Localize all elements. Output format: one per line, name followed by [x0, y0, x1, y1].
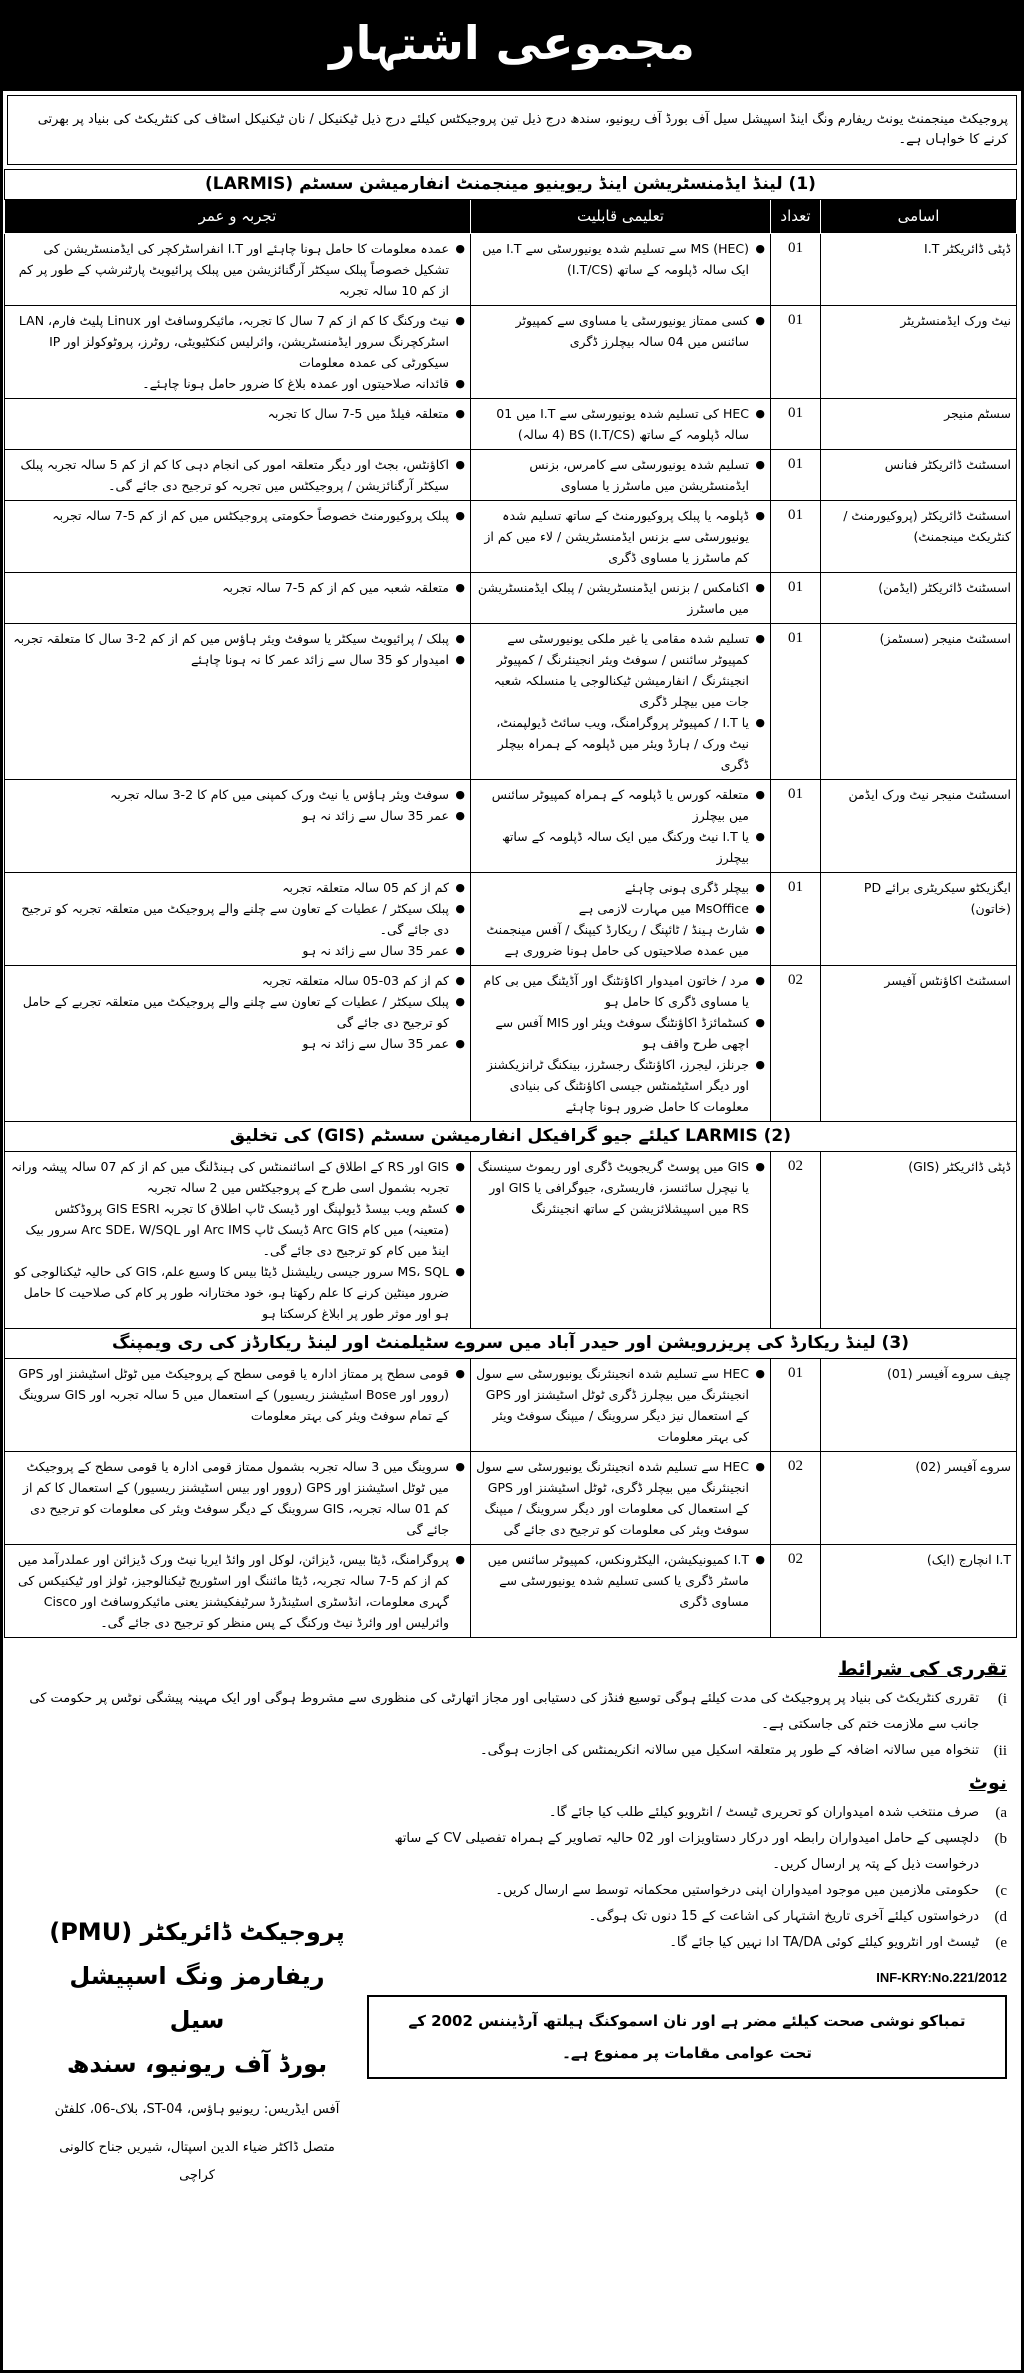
- item-text: حکومتی ملازمین میں موجود امیدواران اپنی درخواستیں محکمانہ توسط سے ارسال کریں۔: [495, 1883, 979, 1898]
- notes-item: [367, 1800, 1007, 1826]
- bullet-list: [476, 1363, 765, 1447]
- conditions-item: [17, 1686, 1007, 1738]
- column-header-count: تعداد: [771, 200, 821, 234]
- bullet-item: ● GIS اور RS کے اطلاق کے اسائنمنٹس کی ہینڈلنگ میں کم از کم 07 سالہ پیشہ ورانہ تجربہ بشمول اسی طرح کے پروجیکٹس میں 2 سالہ تجربہ: [10, 1156, 465, 1198]
- table-row: [4, 780, 1016, 873]
- experience-cell: [4, 234, 470, 306]
- bullet-item: ● سروینگ میں 3 سالہ تجربہ بشمول ممتاز قومی ادارہ یا قومی سطح کے پروجیکٹ میں ٹوٹل اسٹیشنز اور GPS (روور اور بیس اسٹیشنز ریسیور) کے استعمال کا کم از کم 01 سالہ تجربہ، GIS سروینگ کے دیگر سوفٹ ویئر کی معلومات کو ترجیح دی جائے گی: [10, 1456, 465, 1540]
- table-row: [4, 450, 1016, 501]
- bullet-list: [10, 310, 465, 394]
- bullet-list: [10, 877, 465, 961]
- position-name: نیٹ ورک ایڈمنسٹریٹر: [821, 306, 1017, 399]
- item-text: دلچسپی کے حامل امیدواران رابطہ اور درکار دستاویزات اور 02 حالیہ تصاویر کے ہمراہ تفصیلی CV کے ساتھ درخواست ذیل کے پتہ پر ارسال کریں۔: [394, 1831, 979, 1872]
- section-header: [4, 170, 1016, 200]
- position-count: 02: [771, 1452, 821, 1545]
- bullet-item: ● متعلقہ کورس یا ڈپلومہ کے ہمراہ کمپیوٹر سائنس میں بیچلرز: [476, 784, 765, 826]
- table-row: [4, 234, 1016, 306]
- bullet-list: [476, 505, 765, 568]
- bullet-item: ● ڈپلومہ یا پبلک پروکیورمنٹ کے ساتھ تسلیم شدہ یونیورسٹی سے بزنس ایڈمنسٹریشن / لاء میں کم از کم ماسٹرز یا مساوی ڈگری: [476, 505, 765, 568]
- bullet-list: [476, 877, 765, 961]
- bullet-list: [10, 1549, 465, 1633]
- bullet-item: ● کسی ممتاز یونیورسٹی یا مساوی سے کمپیوٹر سائنس میں 04 سالہ بیچلرز ڈگری: [476, 310, 765, 352]
- section-title: (1) لینڈ ایڈمنسٹریشن اینڈ ریوینیو مینجمنٹ انفارمیشن سسٹم (LARMIS): [4, 170, 1016, 200]
- item-text: ٹیسٹ اور انٹرویو کیلئے کوئی TA/DA ادا نہیں کیا جائے گا۔: [669, 1935, 979, 1950]
- bullet-item: ● جرنلز، لیجرز، اکاؤنٹنگ رجسٹرز، بینکنگ ٹرانزیکشنز اور دیگر اسٹیٹمنٹس جیسی اکاؤنٹنگ کی بنیادی معلومات کا حامل ضرور ہونا چاہئے: [476, 1054, 765, 1117]
- bullet-item: ● HEC سے تسلیم شدہ انجینئرنگ یونیورسٹی سے سول انجینئرنگ میں بیچلر ڈگری، ٹوٹل اسٹیشنز اور GPS کے استعمال کی معلومات اور دیگر سروینگ / میپنگ سوفٹ ویئر کی معلومات کو ترجیح دی جائے گی: [476, 1456, 765, 1540]
- position-name: چیف سروے آفیسر (01): [821, 1359, 1017, 1452]
- position-name: ڈپٹی ڈائریکٹر I.T: [821, 234, 1017, 306]
- bullet-item: ● یا I.T نیٹ ورکنگ میں ایک سالہ ڈپلومہ کے ساتھ بیچلرز: [476, 826, 765, 868]
- bullet-item: ● سوفٹ ویئر ہاؤس یا نیٹ ورک کمپنی میں کام کا 2-3 سالہ تجربہ: [10, 784, 465, 805]
- position-name: اسسٹنٹ منیجر نیٹ ورک ایڈمن: [821, 780, 1017, 873]
- bullet-list: [476, 1549, 765, 1612]
- terms-section: [3, 1638, 1021, 2204]
- column-header-experience: تجربہ و عمر: [4, 200, 470, 234]
- intro-text: پروجیکٹ مینجمنٹ یونٹ ریفارم ونگ اینڈ اسپیشل سیل آف بورڈ آف ریونیو، سندھ درج ذیل تین پروجیکٹس کیلئے درج ذیل ٹیکنیکل / نان ٹیکنیکل اسٹاف کی کنٹریکٹ کی بنیاد پر بھرتی کرنے کا خواہاں ہے۔: [7, 95, 1017, 165]
- experience-cell: [4, 573, 470, 624]
- smoking-warning-box: [367, 1995, 1007, 2079]
- experience-cell: [4, 1152, 470, 1329]
- section-header: [4, 1329, 1016, 1359]
- position-count: 01: [771, 1359, 821, 1452]
- qualification-cell: [471, 573, 771, 624]
- table-row: [4, 873, 1016, 966]
- bullet-list: [476, 784, 765, 868]
- position-name: I.T انچارج (ایک): [821, 1545, 1017, 1638]
- positions-table: [4, 169, 1017, 1638]
- bullet-item: ● نیٹ ورکنگ کا کم از کم 7 سال کا تجربہ، مائیکروسافٹ اور Linux پلیٹ فارم، LAN اسٹرکچرنگ سرور ایڈمنسٹریشن، وائرلیس کنکٹیویٹی، روٹرز، پروٹوکولز اور IP سیکورٹی کی عمدہ معلومات: [10, 310, 465, 373]
- item-text: صرف منتخب شدہ امیدواران کو تحریری ٹیسٹ / انٹرویو کیلئے طلب کیا جائے گا۔: [548, 1805, 979, 1820]
- table-row: [4, 1152, 1016, 1329]
- qualification-cell: [471, 873, 771, 966]
- bullet-list: [10, 505, 465, 526]
- qualification-cell: [471, 966, 771, 1122]
- position-count: 02: [771, 1545, 821, 1638]
- bullet-item: ● عمر 35 سال سے زائد نہ ہو: [10, 1033, 465, 1054]
- table-row: [4, 501, 1016, 573]
- warning-line: تمباکو نوشی صحت کیلئے مضر ہے اور نان اسموکنگ ہیلتھ آرڈیننس 2002 کے: [408, 2012, 966, 2030]
- qualification-cell: [471, 1152, 771, 1329]
- bullet-item: ● قائدانہ صلاحیتوں اور عمدہ بلاغ کا ضرور حامل ہونا چاہئے۔: [10, 373, 465, 394]
- notes-item: [367, 1878, 1007, 1904]
- position-count: 01: [771, 306, 821, 399]
- experience-cell: [4, 780, 470, 873]
- ad-title: مجموعی اشتہار: [3, 3, 1021, 91]
- bullet-list: [476, 403, 765, 445]
- bullet-item: ● کم از کم 03-05 سالہ متعلقہ تجربہ: [10, 970, 465, 991]
- table-row: [4, 624, 1016, 780]
- experience-cell: [4, 624, 470, 780]
- bullet-item: ● MS (HEC) سے تسلیم شدہ یونیورسٹی سے I.T میں ایک سالہ ڈپلومہ کے ساتھ (I.T/CS): [476, 238, 765, 280]
- bullet-list: [10, 403, 465, 424]
- position-name: اسسٹنٹ اکاؤنٹس آفیسر: [821, 966, 1017, 1122]
- position-name: اسسٹنٹ ڈائریکٹر (ایڈمن): [821, 573, 1017, 624]
- qualification-cell: [471, 450, 771, 501]
- notes-item: [367, 1826, 1007, 1878]
- experience-cell: [4, 450, 470, 501]
- qualification-cell: [471, 1452, 771, 1545]
- bullet-item: ● عمدہ معلومات کا حامل ہونا چاہئے اور I.T انفراسٹرکچر کی ایڈمنسٹریشن کی تشکیل خصوصاً پبلک سیکٹر آرگنائزیشن میں پبلک پرائیویٹ پارٹنرشپ کے طور پر کم از کم 10 سالہ تجربہ: [10, 238, 465, 301]
- position-name: اسسٹنٹ ڈائریکٹر فنانس: [821, 450, 1017, 501]
- terms-title: تقرری کی شرائط: [838, 1658, 1007, 1680]
- bullet-list: [476, 577, 765, 619]
- notes-title: نوٹ: [968, 1772, 1007, 1794]
- experience-cell: [4, 399, 470, 450]
- experience-cell: [4, 501, 470, 573]
- bullet-item: ● یا I.T / کمپیوٹر پروگرامنگ، ویب سائٹ ڈیولپمنٹ، نیٹ ورک / ہارڈ ویئر میں ڈپلومہ کے ہمراہ بیچلر ڈگری: [476, 712, 765, 775]
- experience-cell: [4, 306, 470, 399]
- bullet-item: ● I.T کمیونیکیشن، الیکٹرونکس، کمپیوٹر سائنس میں ماسٹر ڈگری یا کسی تسلیم شدہ یونیورسٹی سے مساوی ڈگری: [476, 1549, 765, 1612]
- office-address: متصل ڈاکٹر ضیاء الدین اسپتال، شیریں جناح کالونی کراچی: [59, 2140, 335, 2183]
- table-row: [4, 306, 1016, 399]
- bullet-item: ● متعلقہ شعبہ میں کم از کم 5-7 سالہ تجربہ: [10, 577, 465, 598]
- item-key: d): [994, 1909, 1007, 1925]
- notes-item: [367, 1930, 1007, 1956]
- bullet-item: ● مرد / خاتون امیدوار اکاؤنٹنگ اور آڈیٹنگ میں بی کام یا مساوی ڈگری کا حامل ہو: [476, 970, 765, 1012]
- table-row: [4, 1452, 1016, 1545]
- position-name: سسٹم منیجر: [821, 399, 1017, 450]
- bullet-item: ● شارٹ ہینڈ / ٹائپنگ / ریکارڈ کیپنگ / آفس مینجمنٹ میں عمدہ صلاحیتوں کی حامل ہونا ضروری ہے: [476, 919, 765, 961]
- bullet-item: ● متعلقہ فیلڈ میں 5-7 سال کا تجربہ: [10, 403, 465, 424]
- bullet-item: ● اکنامکس / بزنس ایڈمنسٹریشن / پبلک ایڈمنسٹریشن میں ماسٹرز: [476, 577, 765, 619]
- warning-line: تحت عوامی مقامات پر ممنوع ہے۔: [562, 2044, 812, 2062]
- position-count: 01: [771, 501, 821, 573]
- table-row: [4, 966, 1016, 1122]
- signature-line: پروجیکٹ ڈائریکٹر (PMU): [49, 1918, 345, 1946]
- bullet-list: [10, 1456, 465, 1540]
- bullet-item: ● MsOffice میں مہارت لازمی ہے: [476, 898, 765, 919]
- bullet-list: [476, 454, 765, 496]
- experience-cell: [4, 1359, 470, 1452]
- position-name: اسسٹنٹ منیجر (سسٹمز): [821, 624, 1017, 780]
- signature-line: بورڈ آف ریونیو، سندھ: [66, 2050, 328, 2078]
- position-count: 01: [771, 573, 821, 624]
- bullet-item: ● کسٹمائزڈ اکاؤنٹنگ سوفٹ ویئر اور MIS آفس سے اچھی طرح واقف ہو: [476, 1012, 765, 1054]
- experience-cell: [4, 873, 470, 966]
- bullet-item: ● پروگرامنگ، ڈیٹا بیس، ڈیزائن، لوکل اور وائڈ ایریا نیٹ ورک ڈیزائن اور عملدرآمد میں کم از کم 5-7 سالہ تجربہ، ڈیٹا مائننگ اور اسٹوریج ٹیکنالوجیز، ٹولز اور ٹیکنیکس کی گہری معلومات، انڈسٹری اسٹینڈرڈ سرٹیفکیشنز یعنی مائیکروسافٹ اور Cisco وائرلیس اور وائرڈ نیٹ ورکنگ کے پس منظر کو ترجیح دی جائے گی۔: [10, 1549, 465, 1633]
- qualification-cell: [471, 780, 771, 873]
- item-text: تنخواہ میں سالانہ اضافہ کے طور پر متعلقہ اسکیل میں سالانہ انکریمنٹس کی اجازت ہوگی۔: [479, 1743, 979, 1758]
- notes-column: [367, 1800, 1007, 2079]
- bullet-item: ● امیدوار کو 35 سال سے زائد عمر کا نہ ہونا چاہئے: [10, 649, 465, 670]
- bullet-list: [10, 970, 465, 1054]
- qualification-cell: [471, 1359, 771, 1452]
- experience-cell: [4, 1545, 470, 1638]
- bullet-list: [476, 628, 765, 775]
- column-header-name: اسامی: [821, 200, 1017, 234]
- table-row: [4, 399, 1016, 450]
- bullet-list: [476, 1156, 765, 1219]
- position-name: ڈپٹی ڈائریکٹر (GIS): [821, 1152, 1017, 1329]
- bullet-item: ● بیچلر ڈگری ہونی چاہئے: [476, 877, 765, 898]
- bullet-list: [10, 454, 465, 496]
- position-count: 01: [771, 780, 821, 873]
- experience-cell: [4, 1452, 470, 1545]
- bullet-list: [476, 970, 765, 1117]
- position-count: 01: [771, 873, 821, 966]
- position-count: 01: [771, 450, 821, 501]
- table-row: [4, 573, 1016, 624]
- bullet-item: ● عمر 35 سال سے زائد نہ ہو: [10, 940, 465, 961]
- reference-number: INF-KRY:No.221/2012: [876, 1970, 1007, 1985]
- item-key: e): [995, 1935, 1007, 1951]
- qualification-cell: [471, 501, 771, 573]
- section-title: (2) LARMIS کیلئے جیو گرافیکل انفارمیشن سسٹم (GIS) کی تخلیق: [4, 1122, 1016, 1152]
- item-key: i): [997, 1691, 1007, 1707]
- item-key: a): [995, 1805, 1007, 1821]
- position-count: 01: [771, 624, 821, 780]
- bullet-item: ● تسلیم شدہ مقامی یا غیر ملکی یونیورسٹی سے کمپیوٹر سائنس / سوفٹ ویئر انجینئرنگ / کمپیوٹر انجینئرنگ / انفارمیشن ٹیکنالوجی یا منسلکہ شعبہ جات میں بیچلر ڈگری: [476, 628, 765, 712]
- bullet-item: ● کسٹم ویب بیسڈ ڈیولپنگ اور ڈیسک ٹاپ اطلاق کا تجربہ GIS ESRI پروڈکٹس (متعینہ) میں کام Arc GIS ڈیسک ٹاپ Arc IMS اور Arc SDE، W/SQL سرور بیک اینڈ میں کام کو ترجیح دی جائے گی۔: [10, 1198, 465, 1261]
- bullet-item: ● پبلک سیکٹر / عطیات کے تعاون سے چلنے والے پروجیکٹ میں متعلقہ تجربہ کو ترجیح دی جائے گی۔: [10, 898, 465, 940]
- table-row: [4, 1545, 1016, 1638]
- bullet-list: [10, 1156, 465, 1324]
- signature-block: [47, 1910, 347, 2190]
- table-row: [4, 1359, 1016, 1452]
- bullet-item: ● HEC سے تسلیم شدہ انجینئرنگ یونیورسٹی سے سول انجینئرنگ میں بیچلرز ڈگری ٹوٹل اسٹیشنز اور GPS کے استعمال نیز دیگر سروینگ / میپنگ سوفٹ ویئر کی بہتر معلومات: [476, 1363, 765, 1447]
- table-header-row: [4, 200, 1016, 234]
- column-header-qualification: تعلیمی قابلیت: [471, 200, 771, 234]
- item-text: تقرری کنٹریکٹ کی بنیاد پر پروجیکٹ کی مدت کیلئے ہوگی توسیع فنڈز کی دستیابی اور مجاز اتھارٹی کی منظوری سے مشروط ہوگی اور ایک مہینہ پیشگی نوٹس پر حکومت کی جانب سے ملازمت ختم کی جاسکتی ہے۔: [29, 1691, 979, 1732]
- position-name: ایگزیکٹو سیکریٹری برائے PD (خاتون): [821, 873, 1017, 966]
- bullet-item: ● MS، SQL سرور جیسی ریلیشنل ڈیٹا بیس کا وسیع علم، GIS کی حالیہ ٹیکنالوجی کو ضرور مینٹین کرنے کا علم رکھتا ہو، خود مختارانہ طور پر کام کی صلاحیت کا حامل ہو اور موثر طور پر ابلاغ کرسکتا ہو: [10, 1261, 465, 1324]
- qualification-cell: [471, 234, 771, 306]
- signature-line: ریفارمز ونگ اسپیشل سیل: [69, 1962, 325, 2034]
- item-text: درخواستوں کیلئے آخری تاریخ اشتہار کی اشاعت کے 15 دنوں تک ہوگی۔: [588, 1909, 979, 1924]
- bullet-item: ● تسلیم شدہ یونیورسٹی سے کامرس، بزنس ایڈمنسٹریشن میں ماسٹرز یا مساوی: [476, 454, 765, 496]
- bullet-item: ● عمر 35 سال سے زائد نہ ہو: [10, 805, 465, 826]
- bullet-list: [10, 238, 465, 301]
- section-title: (3) لینڈ ریکارڈ کی پریزرویشن اور حیدر آباد میں سروے سٹیلمنٹ اور لینڈ ریکارڈز کی ری ویمپنگ: [4, 1329, 1016, 1359]
- bullet-list: [476, 238, 765, 280]
- position-count: 01: [771, 399, 821, 450]
- position-count: 02: [771, 1152, 821, 1329]
- qualification-cell: [471, 306, 771, 399]
- bullet-item: ● کم از کم 05 سالہ متعلقہ تجربہ: [10, 877, 465, 898]
- bullet-item: ● GIS میں پوسٹ گریجویٹ ڈگری اور ریموٹ سینسنگ یا نیچرل سائنسز، فاریسٹری، جیوگرافی یا GIS اور RS میں اسپیشلائزیشن کے ساتھ انجینئرنگ: [476, 1156, 765, 1219]
- item-key: b): [994, 1831, 1007, 1847]
- bullet-list: [10, 628, 465, 670]
- bullet-item: ● اکاؤنٹس، بجٹ اور دیگر متعلقہ امور کی انجام دہی کا کم از کم 5 سالہ تجربہ پبلک سیکٹر آرگنائزیشن / پروجیکٹس میں تجربہ کو ترجیح دی جائے گی۔: [10, 454, 465, 496]
- position-name: اسسٹنٹ ڈائریکٹر (پروکیورمنٹ / کنٹریکٹ مینجمنٹ): [821, 501, 1017, 573]
- bullet-list: [476, 1456, 765, 1540]
- position-count: 02: [771, 966, 821, 1122]
- office-address: آفس ایڈریس: ریونیو ہاؤس، ST-04، بلاک-06، کلفٹن: [54, 2102, 340, 2117]
- item-key: c): [995, 1883, 1007, 1899]
- bullet-item: ● HEC کی تسلیم شدہ یونیورسٹی سے I.T میں 01 سالہ ڈپلومہ کے ساتھ BS (I.T/CS) (4 سالہ): [476, 403, 765, 445]
- notes-item: [367, 1904, 1007, 1930]
- experience-cell: [4, 966, 470, 1122]
- bullet-item: ● قومی سطح پر ممتاز ادارہ یا قومی سطح کے پروجیکٹ میں ٹوٹل اسٹیشنز اور GPS (روور اور Bose اسٹیشنز ریسیور) کے استعمال میں 5 سالہ تجربہ اور GIS سروینگ کے تمام سوفٹ ویئر کی بہتر معلومات: [10, 1363, 465, 1426]
- conditions-item: [17, 1738, 1007, 1764]
- bullet-list: [10, 577, 465, 598]
- position-name: سروے آفیسر (02): [821, 1452, 1017, 1545]
- position-count: 01: [771, 234, 821, 306]
- section-header: [4, 1122, 1016, 1152]
- bullet-item: ● پبلک سیکٹر / عطیات کے تعاون سے چلنے والے پروجیکٹ میں متعلقہ تجربے کے حامل کو ترجیح دی جائے گی: [10, 991, 465, 1033]
- bullet-item: ● پبلک / پرائیویٹ سیکٹر یا سوفٹ ویئر ہاؤس میں کم از کم 2-3 سال کا متعلقہ تجربہ: [10, 628, 465, 649]
- bullet-list: [10, 1363, 465, 1426]
- qualification-cell: [471, 624, 771, 780]
- qualification-cell: [471, 399, 771, 450]
- item-key: ii): [993, 1743, 1007, 1759]
- qualification-cell: [471, 1545, 771, 1638]
- bullet-list: [476, 310, 765, 352]
- bullet-list: [10, 784, 465, 826]
- bullet-item: ● پبلک پروکیورمنٹ خصوصاً حکومتی پروجیکٹس میں کم از کم 5-7 سالہ تجربہ: [10, 505, 465, 526]
